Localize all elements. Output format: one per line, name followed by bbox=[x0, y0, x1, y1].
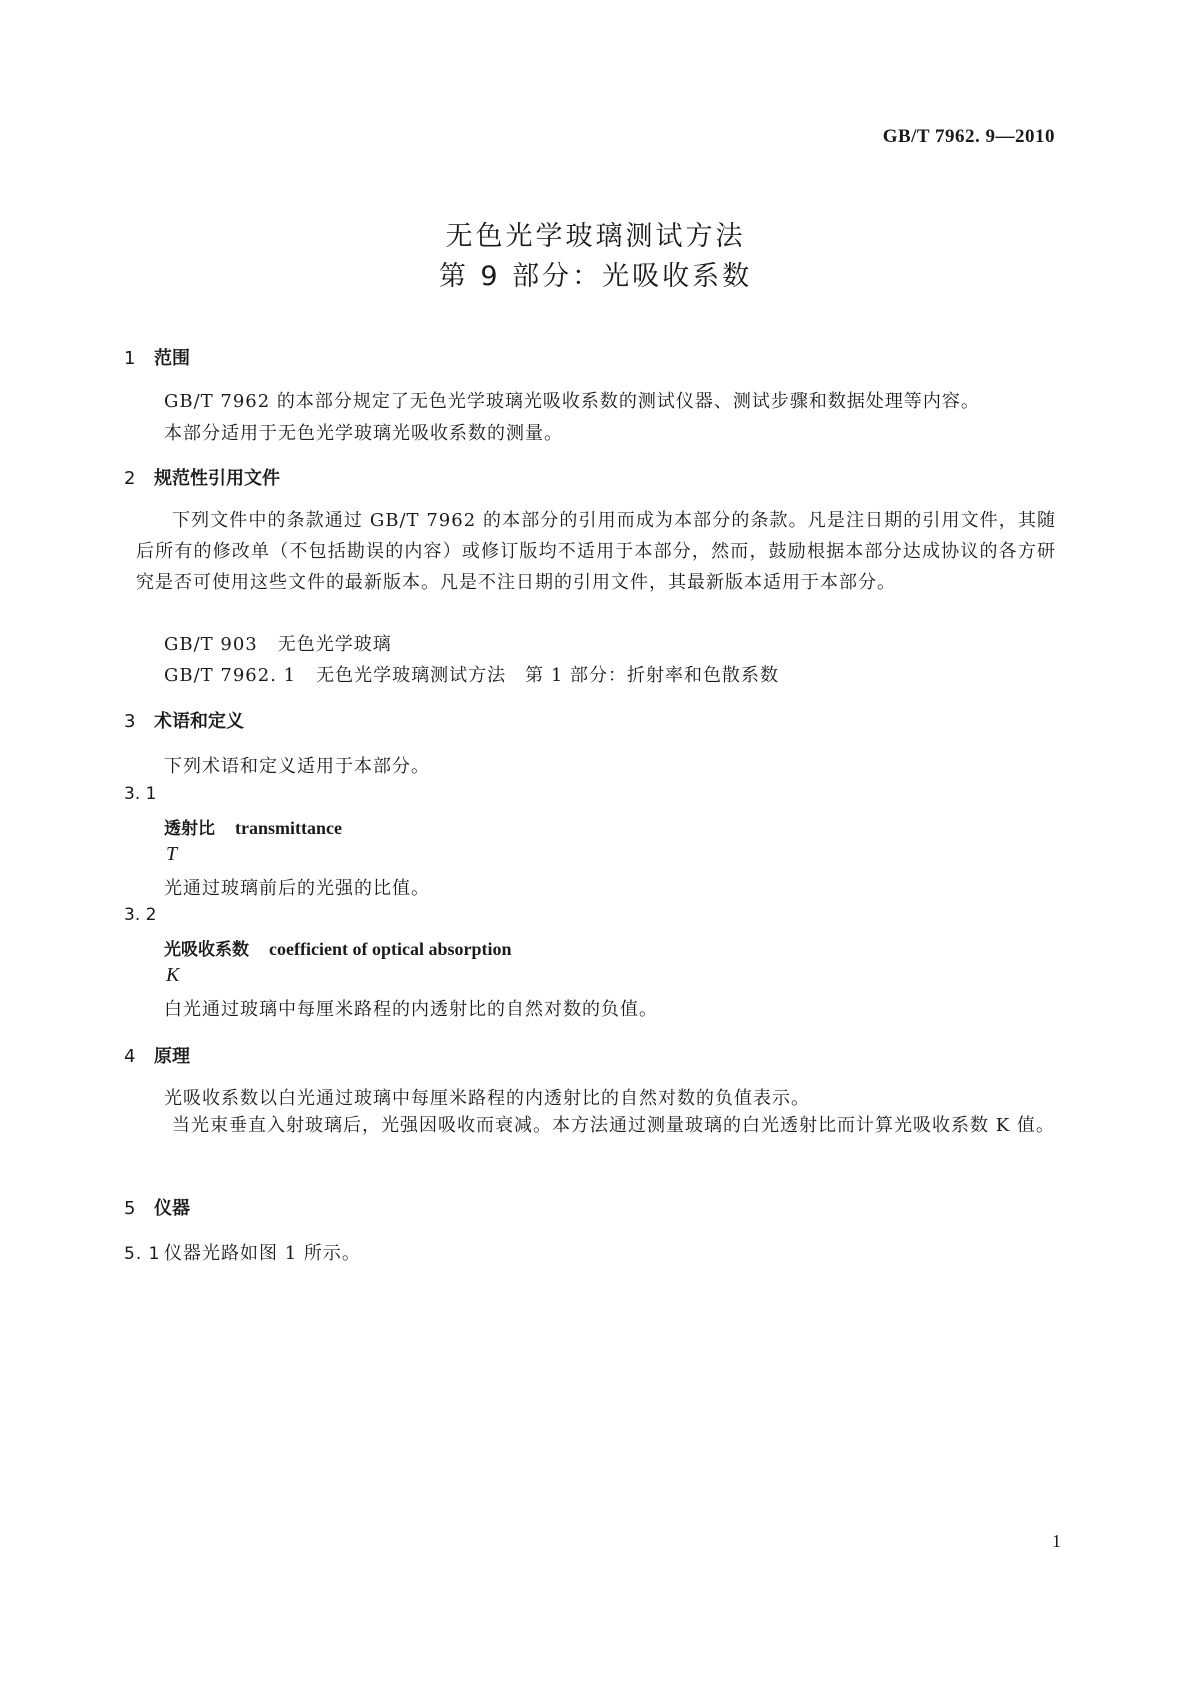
term-chinese: 透射比 bbox=[164, 819, 215, 839]
section-number: 2 bbox=[124, 468, 136, 489]
section-number: 1 bbox=[124, 348, 136, 369]
principle-paragraph-1: 光吸收系数以白光通过玻璃中每厘米路程的内透射比的自然对数的负值表示。 bbox=[164, 1088, 810, 1109]
section-3-heading bbox=[124, 707, 244, 733]
section-title: 原理 bbox=[154, 1046, 190, 1067]
normative-references-paragraph: 下列文件中的条款通过 GB/T 7962 的本部分的引用而成为本部分的条款。凡是注日期的引用文件，其随后所有的修改单（不包括勘误的内容）或修订版均不适用于本部分，然而，鼓励根据本部分达成协议的各方研究是否可使用这些文件的最新版本。凡是不注日期的引用文件，其最新版本适用于本部分。 bbox=[136, 510, 1056, 593]
terms-intro: 下列术语和定义适用于本部分。 bbox=[164, 756, 430, 777]
section-1-heading bbox=[124, 344, 190, 370]
section-number: 5 bbox=[124, 1198, 136, 1219]
reference-code: GB/T 903 bbox=[164, 634, 258, 655]
term-symbol: K bbox=[166, 964, 180, 986]
clause-text: 仪器光路如图 1 所示。 bbox=[164, 1243, 361, 1264]
term-symbol: T bbox=[166, 843, 178, 865]
reference-title: 无色光学玻璃 bbox=[277, 634, 392, 655]
term-entry bbox=[164, 935, 511, 960]
term-definition: 白光通过玻璃中每厘米路程的内透射比的自然对数的负值。 bbox=[164, 999, 658, 1020]
reference-item bbox=[164, 630, 392, 656]
section-4-heading bbox=[124, 1042, 190, 1068]
document-subtitle: 第 9 部分：光吸收系数 bbox=[438, 261, 753, 292]
term-english: coefficient of optical absorption bbox=[269, 939, 512, 959]
section-number: 3 bbox=[124, 711, 136, 732]
page-number: 1 bbox=[1052, 1531, 1061, 1551]
section-title: 范围 bbox=[154, 348, 190, 369]
clause-number: 5. 1 bbox=[124, 1244, 161, 1264]
term-definition: 光通过玻璃前后的光强的比值。 bbox=[164, 878, 430, 899]
term-chinese: 光吸收系数 bbox=[164, 940, 249, 960]
scope-paragraph-2: 本部分适用于无色光学玻璃光吸收系数的测量。 bbox=[164, 423, 563, 444]
section-2-heading bbox=[124, 464, 280, 490]
term-number: 3. 2 bbox=[124, 905, 157, 925]
reference-title: 无色光学玻璃测试方法 第 1 部分：折射率和色散系数 bbox=[316, 665, 780, 686]
section-title: 规范性引用文件 bbox=[154, 468, 280, 489]
document-title: 无色光学玻璃测试方法 bbox=[445, 221, 746, 252]
section-title: 仪器 bbox=[154, 1198, 190, 1219]
reference-code: GB/T 7962. 1 bbox=[164, 665, 297, 686]
section-number: 4 bbox=[124, 1046, 136, 1067]
term-entry bbox=[164, 814, 342, 839]
section-title: 术语和定义 bbox=[154, 711, 244, 732]
principle-paragraph-2: 当光束垂直入射玻璃后，光强因吸收而衰减。本方法通过测量玻璃的白光透射比而计算光吸收系数 K 值。 bbox=[172, 1115, 1055, 1136]
scope-paragraph-1: GB/T 7962 的本部分规定了无色光学玻璃光吸收系数的测试仪器、测试步骤和数据处理等内容。 bbox=[164, 391, 980, 412]
term-english: transmittance bbox=[235, 818, 342, 838]
term-number: 3. 1 bbox=[124, 784, 157, 804]
standard-number: GB/T 7962. 9—2010 bbox=[882, 126, 1055, 147]
reference-item bbox=[164, 661, 779, 687]
section-5-heading bbox=[124, 1194, 190, 1220]
clause-5-1 bbox=[124, 1239, 361, 1265]
